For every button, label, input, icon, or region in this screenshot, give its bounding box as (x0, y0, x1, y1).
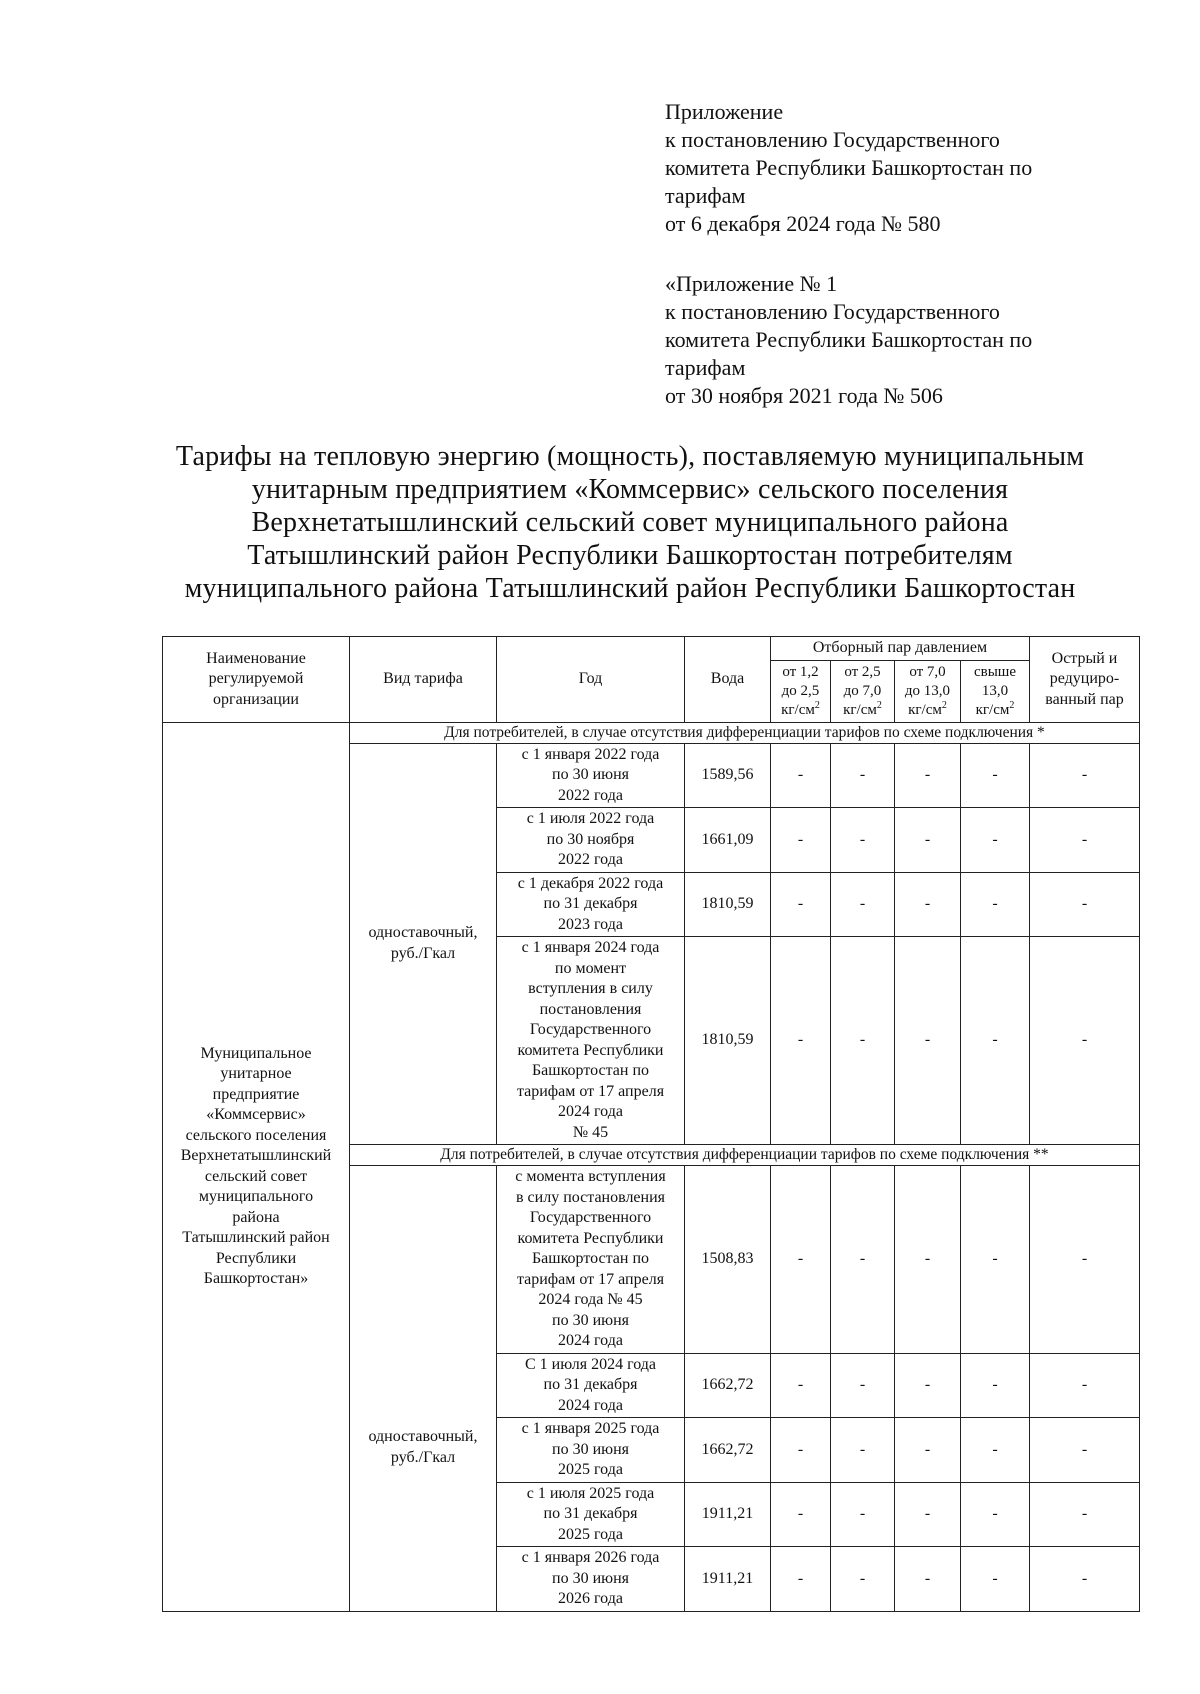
steam-col-line: свыше (973, 663, 1017, 680)
sharp-steam-tariff-value: - (1030, 1353, 1140, 1418)
steam-tariff-value: - (831, 937, 895, 1145)
steam-col-line: от 2,5 (844, 663, 881, 680)
water-tariff-value: 1911,21 (685, 1547, 771, 1612)
period-line: 2025 года (558, 1461, 623, 1478)
appendix-previous-line: от 30 ноября 2021 года № 506 (665, 383, 943, 408)
steam-tariff-value: - (771, 1482, 831, 1547)
period-line: с 1 января 2025 года (521, 1420, 660, 1437)
organization-name-line: унитарное (220, 1065, 292, 1082)
steam-tariff-value: - (961, 1353, 1030, 1418)
water-tariff-value: 1662,72 (685, 1418, 771, 1483)
organization-name-cell (163, 722, 350, 1611)
title-line: Верхнетатышлинский сельский совет муниципального района (251, 507, 1009, 538)
tariff-table-wrapper (162, 636, 1140, 1612)
period-line: с 1 декабря 2022 года (517, 874, 664, 892)
steam-tariff-value: - (895, 808, 961, 873)
water-tariff-value: 1508,83 (685, 1166, 771, 1354)
period-line: по 30 июня (552, 766, 629, 783)
period-line: с 1 января 2024 года (521, 939, 660, 956)
title-line: Татышлинский район Республики Башкортостан потребителям (247, 540, 1013, 571)
steam-tariff-value: - (831, 808, 895, 873)
period-line: по 30 ноября (546, 830, 635, 848)
steam-tariff-value: - (961, 1482, 1030, 1547)
header-water: Вода (685, 637, 771, 723)
steam-tariff-value: - (831, 1353, 895, 1418)
organization-name-line: сельский совет (204, 1167, 308, 1185)
organization-name-line: Верхнетатышлинский (180, 1147, 332, 1164)
sharp-steam-tariff-value: - (1030, 872, 1140, 937)
period-line: Башкортостан по (531, 1250, 650, 1267)
period-line: тарифам от 17 апреля (516, 1270, 665, 1288)
appendix-line: Приложение (665, 99, 784, 124)
period-line: № 45 (572, 1123, 609, 1141)
header-org: Наименование регулируемой организации (163, 637, 350, 723)
period-line: комитета Республики (517, 1229, 664, 1247)
water-tariff-value: 1662,72 (685, 1353, 771, 1418)
tariff-kind-line: руб./Гкал (390, 944, 456, 962)
steam-tariff-value: - (961, 1547, 1030, 1612)
header-tariff-kind: Вид тарифа (350, 637, 497, 723)
period-line: по 30 июня (552, 1569, 629, 1587)
period-line: 2022 года (558, 786, 623, 804)
steam-col-unit: кг/см (781, 701, 815, 718)
period-cell (497, 808, 685, 873)
period-line: с 1 июля 2022 года (526, 810, 655, 827)
organization-name-line: Башкортостан» (203, 1270, 309, 1287)
tariff-kind-line: одноставочный, (368, 1428, 478, 1446)
period-line: 2024 года (558, 1396, 623, 1414)
period-line: комитета Республики (517, 1041, 664, 1059)
period-line: тарифам от 17 апреля (516, 1082, 665, 1100)
period-line: постановления (539, 1000, 642, 1018)
period-line: с 1 июля 2025 года (526, 1484, 655, 1502)
steam-tariff-value: - (961, 937, 1030, 1145)
steam-tariff-value: - (961, 1418, 1030, 1483)
steam-tariff-value: - (895, 1353, 961, 1418)
period-line: 2024 года № 45 (538, 1291, 643, 1308)
period-line: по 31 декабря (543, 1505, 638, 1522)
appendix-previous-line: тарифам (665, 355, 746, 380)
steam-tariff-value: - (771, 937, 831, 1145)
period-cell (497, 1166, 685, 1354)
period-line: в силу постановления (515, 1188, 666, 1206)
table-body (163, 722, 1140, 1611)
steam-tariff-value: - (771, 808, 831, 873)
water-tariff-value: 1810,59 (685, 872, 771, 937)
water-tariff-value: 1589,56 (685, 743, 771, 808)
appendix-header (665, 98, 1165, 238)
period-line: по 31 декабря (543, 895, 638, 912)
period-line: 2024 года (558, 1332, 623, 1349)
period-cell (497, 937, 685, 1145)
period-line: 2023 года (558, 915, 623, 933)
period-cell (497, 1353, 685, 1418)
steam-col-unit-exponent: 2 (876, 699, 882, 711)
period-line: с 1 января 2022 года (521, 745, 660, 763)
steam-tariff-value: - (771, 1166, 831, 1354)
tariff-kind-cell (350, 1166, 497, 1612)
header-sharp-steam: Острый и редуциро- ванный пар (1030, 637, 1140, 723)
tariff-kind-line: одноставочный, (368, 924, 478, 942)
steam-tariff-value: - (895, 1547, 961, 1612)
steam-tariff-value: - (771, 1418, 831, 1483)
period-line: по 30 июня (552, 1311, 629, 1329)
organization-name-line: района (232, 1208, 280, 1226)
organization-name-line: муниципального (198, 1188, 314, 1205)
steam-tariff-value: - (831, 1418, 895, 1483)
steam-tariff-value: - (771, 1353, 831, 1418)
steam-tariff-value: - (831, 872, 895, 937)
steam-col-line: 13,0 (981, 682, 1009, 699)
organization-name-line: сельского поселения (185, 1126, 327, 1144)
steam-col-line: до 7,0 (843, 682, 882, 699)
sharp-steam-tariff-value: - (1030, 1482, 1140, 1547)
period-cell (497, 872, 685, 937)
period-line: Башкортостан по (531, 1062, 650, 1079)
organization-name-line: «Коммсервис» (206, 1106, 306, 1123)
organization-name-line: Татышлинский район (182, 1229, 330, 1246)
steam-tariff-value: - (895, 1418, 961, 1483)
steam-col-unit-exponent: 2 (1009, 699, 1015, 711)
steam-col-line: до 2,5 (781, 682, 820, 699)
header-steam-group: Отборный пар давлением (771, 637, 1030, 661)
header-steam-col-2 (831, 660, 895, 722)
title-line: унитарным предприятием «Коммсервис» сельского поселения (251, 474, 1009, 505)
steam-tariff-value: - (961, 808, 1030, 873)
appendix-line: тарифам (665, 183, 746, 208)
period-line: 2022 года (558, 851, 623, 868)
title-line: муниципального района Татышлинский район Республики Башкортостан (184, 573, 1076, 604)
title-line: Тарифы на тепловую энергию (мощность), поставляемую муниципальным (175, 441, 1085, 472)
period-line: Государственного (529, 1209, 652, 1226)
steam-col-unit: кг/см (908, 701, 942, 718)
steam-col-line: от 1,2 (782, 663, 819, 680)
sharp-steam-tariff-value: - (1030, 743, 1140, 808)
period-cell (497, 743, 685, 808)
appendix-previous-line: к постановлению Государственного (665, 299, 1000, 324)
steam-col-unit-exponent: 2 (941, 699, 947, 711)
appendix-line: от 6 декабря 2024 года № 580 (665, 211, 941, 236)
steam-tariff-value: - (895, 743, 961, 808)
steam-tariff-value: - (831, 743, 895, 808)
steam-col-line: от 7,0 (909, 663, 946, 680)
period-line: по момент (554, 959, 627, 977)
steam-tariff-value: - (771, 1547, 831, 1612)
water-tariff-value: 1911,21 (685, 1482, 771, 1547)
period-cell (497, 1547, 685, 1612)
steam-tariff-value: - (831, 1547, 895, 1612)
steam-col-line: до 13,0 (904, 682, 951, 699)
organization-name-line: Муниципальное (200, 1044, 312, 1062)
sharp-steam-tariff-value: - (1030, 808, 1140, 873)
appendix-line: комитета Республики Башкортостан по (665, 155, 1033, 180)
header-year: Год (497, 637, 685, 723)
tariff-kind-line: руб./Гкал (390, 1448, 456, 1466)
period-line: С 1 июля 2024 года (524, 1355, 657, 1373)
steam-tariff-value: - (961, 872, 1030, 937)
steam-tariff-value: - (961, 1166, 1030, 1354)
period-line: с момента вступления (515, 1168, 666, 1185)
steam-col-unit: кг/см (975, 701, 1010, 718)
period-line: Государственного (529, 1021, 652, 1038)
steam-tariff-value: - (771, 743, 831, 808)
steam-col-unit: кг/см (843, 701, 877, 718)
water-tariff-value: 1661,09 (685, 808, 771, 873)
steam-tariff-value: - (895, 1166, 961, 1354)
period-line: 2026 года (558, 1590, 623, 1607)
organization-name-line: Республики (215, 1249, 297, 1267)
header-steam-col-3 (895, 660, 961, 722)
tariff-kind-cell (350, 743, 497, 1145)
water-tariff-value: 1810,59 (685, 937, 771, 1145)
section-row (163, 722, 1140, 743)
period-line: по 31 декабря (543, 1376, 638, 1393)
sharp-steam-tariff-value: - (1030, 1418, 1140, 1483)
sharp-steam-tariff-value: - (1030, 1547, 1140, 1612)
document-title (150, 440, 1110, 605)
section-label: Для потребителей, в случае отсутствия дифференциации тарифов по схеме подключения * (350, 722, 1140, 743)
steam-tariff-value: - (895, 872, 961, 937)
sharp-steam-tariff-value: - (1030, 1166, 1140, 1354)
header-steam-col-4 (961, 660, 1030, 722)
table-header (163, 637, 1140, 723)
section-label: Для потребителей, в случае отсутствия дифференциации тарифов по схеме подключения ** (350, 1145, 1140, 1166)
organization-name-line: предприятие (212, 1085, 300, 1103)
steam-tariff-value: - (961, 743, 1030, 808)
period-line: с 1 января 2026 года (521, 1549, 660, 1566)
period-line: вступления в силу (528, 980, 653, 997)
period-cell (497, 1482, 685, 1547)
steam-col-unit-exponent: 2 (814, 699, 820, 711)
steam-tariff-value: - (895, 937, 961, 1145)
period-cell (497, 1418, 685, 1483)
period-line: 2024 года (558, 1103, 623, 1120)
appendix-previous-line: «Приложение № 1 (665, 271, 838, 296)
appendix-previous-line: комитета Республики Башкортостан по (665, 327, 1033, 352)
appendix-line: к постановлению Государственного (665, 127, 1000, 152)
period-line: 2025 года (558, 1525, 623, 1543)
steam-tariff-value: - (831, 1482, 895, 1547)
steam-tariff-value: - (771, 872, 831, 937)
tariff-table (162, 636, 1140, 1612)
period-line: по 30 июня (552, 1440, 629, 1458)
appendix-previous-header (665, 270, 1165, 410)
header-steam-col-1 (771, 660, 831, 722)
sharp-steam-tariff-value: - (1030, 937, 1140, 1145)
steam-tariff-value: - (895, 1482, 961, 1547)
steam-tariff-value: - (831, 1166, 895, 1354)
